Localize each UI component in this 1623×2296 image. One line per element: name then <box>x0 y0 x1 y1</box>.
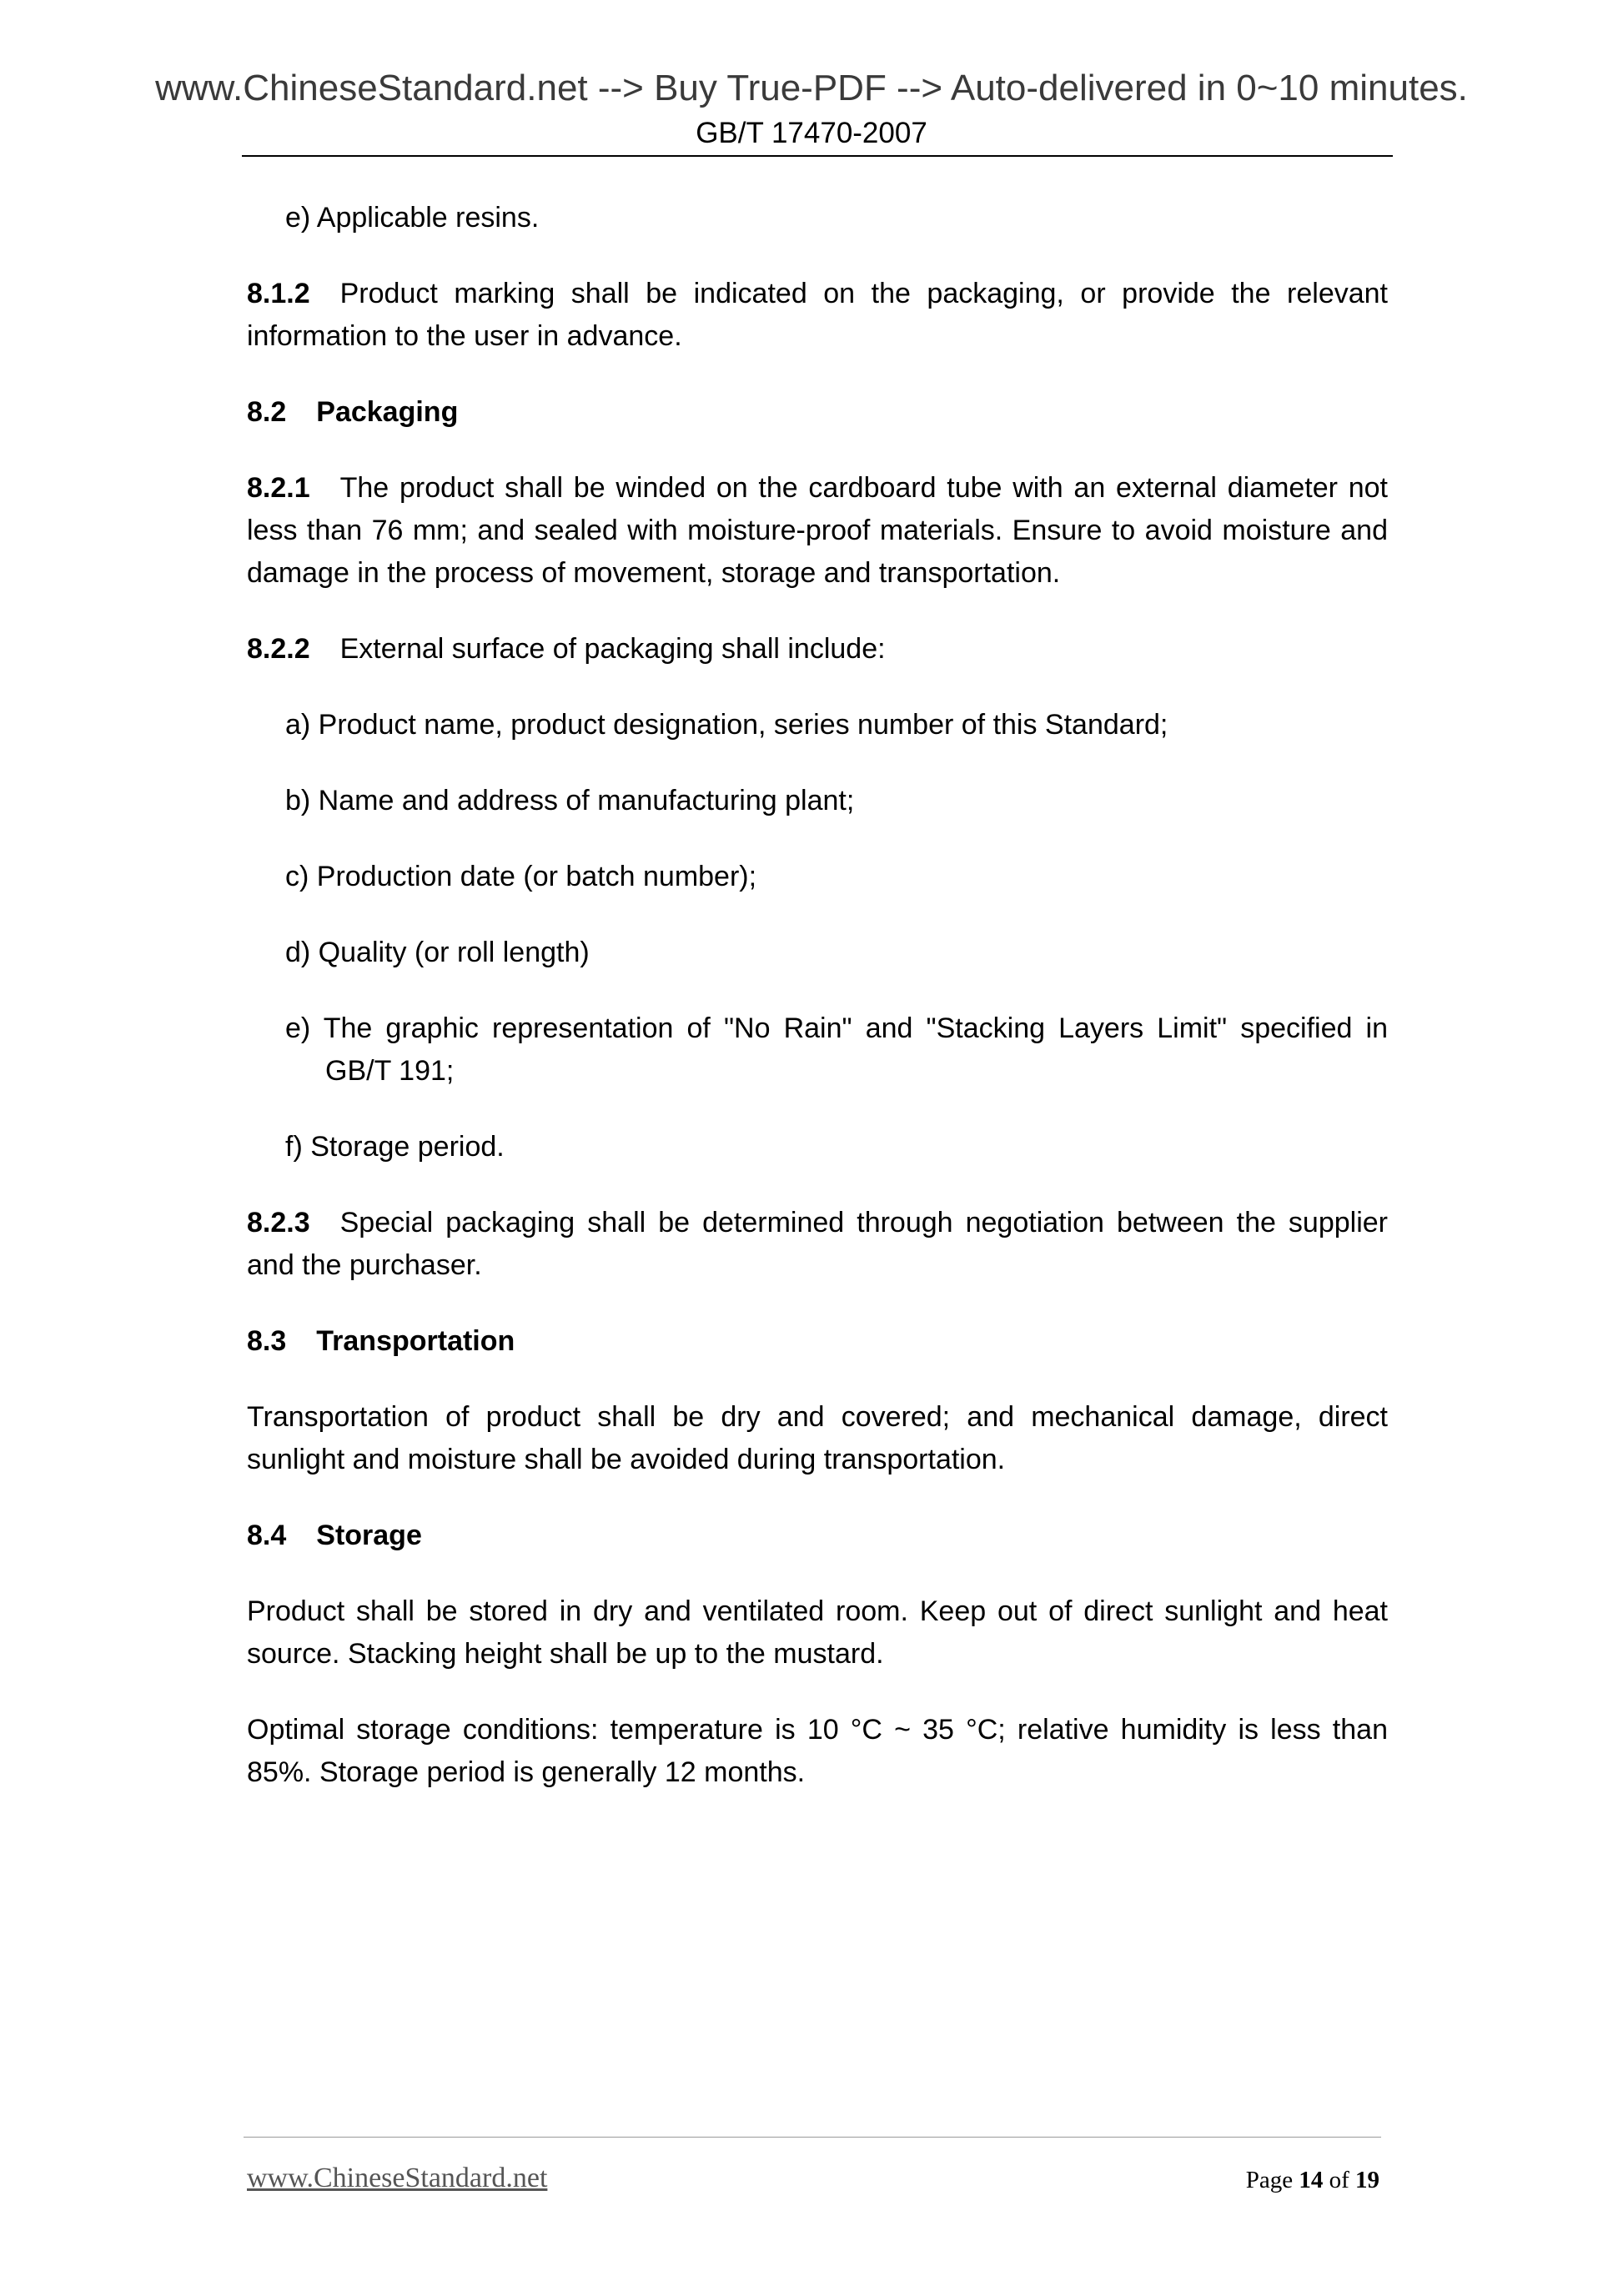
list-item: a) Product name, product designation, series number of this Standard; <box>285 709 1168 741</box>
top-banner[interactable]: www.ChineseStandard.net --> Buy True-PDF --> Auto-delivered in 0~10 minutes. <box>155 68 1468 108</box>
section-heading-storage <box>247 1515 1388 1557</box>
section-title: Storage <box>316 1520 422 1551</box>
storage-conditions-paragraph: Optimal storage conditions: temperature is 10 °C ~ 35 °C; relative humidity is less than 85%. Storage period is generally 12 months. <box>247 1714 1388 1788</box>
clause-text: The product shall be winded on the cardboard tube with an external diameter not less than 76 mm; and sealed with moisture-proof materials. Ensure to avoid moisture and damage in the process of movement, storage and transportation. <box>247 472 1388 589</box>
section-heading-packaging <box>247 391 1388 434</box>
footer-divider <box>244 2137 1381 2138</box>
list-item: f) Storage period. <box>285 1131 505 1163</box>
footer-site-link[interactable]: www.ChineseStandard.net <box>247 2163 548 2193</box>
page-total: 19 <box>1355 2167 1379 2193</box>
clause-number: 8.2.3 <box>247 1207 310 1238</box>
list-item: d) Quality (or roll length) <box>285 937 590 968</box>
header-divider <box>242 155 1393 157</box>
section-number: 8.2 <box>247 396 287 428</box>
clause-number: 8.2.2 <box>247 633 310 665</box>
clause-text: Product marking shall be indicated on the packaging, or provide the relevant information to the user in advance. <box>247 278 1388 352</box>
clause-8-2-1 <box>247 467 1388 595</box>
clause-text: External surface of packaging shall include: <box>339 633 886 665</box>
list-item: e) The graphic representation of "No Rain" and "Stacking Layers Limit" specified in GB/T 191; <box>285 1012 1388 1087</box>
standard-code-header: GB/T 17470-2007 <box>696 117 927 149</box>
storage-paragraph: Product shall be stored in dry and ventilated room. Keep out of direct sunlight and heat source. Stacking height shall be up to the mustard. <box>247 1595 1388 1670</box>
page-prefix: Page <box>1245 2167 1294 2193</box>
clause-text: Special packaging shall be determined through negotiation between the supplier and the purchaser. <box>247 1207 1388 1281</box>
document-body <box>247 197 1388 1827</box>
page-current: 14 <box>1299 2167 1324 2193</box>
list-item: b) Name and address of manufacturing plant; <box>285 785 855 816</box>
clause-8-2-2 <box>247 628 1388 671</box>
section-title: Transportation <box>316 1325 515 1357</box>
list-item-applicable-resins: e) Applicable resins. <box>285 202 540 234</box>
page-number <box>1246 2163 1379 2197</box>
page-of: of <box>1329 2167 1349 2193</box>
section-title: Packaging <box>316 396 459 428</box>
clause-number: 8.1.2 <box>247 278 310 309</box>
clause-8-2-3 <box>247 1202 1388 1287</box>
section-number: 8.4 <box>247 1520 287 1551</box>
section-heading-transportation <box>247 1320 1388 1363</box>
section-number: 8.3 <box>247 1325 287 1357</box>
clause-number: 8.2.1 <box>247 472 310 504</box>
transportation-paragraph: Transportation of product shall be dry and covered; and mechanical damage, direct sunlight and moisture shall be avoided during transportation. <box>247 1401 1388 1475</box>
list-item: c) Production date (or batch number); <box>285 861 757 892</box>
clause-8-1-2 <box>247 273 1388 358</box>
